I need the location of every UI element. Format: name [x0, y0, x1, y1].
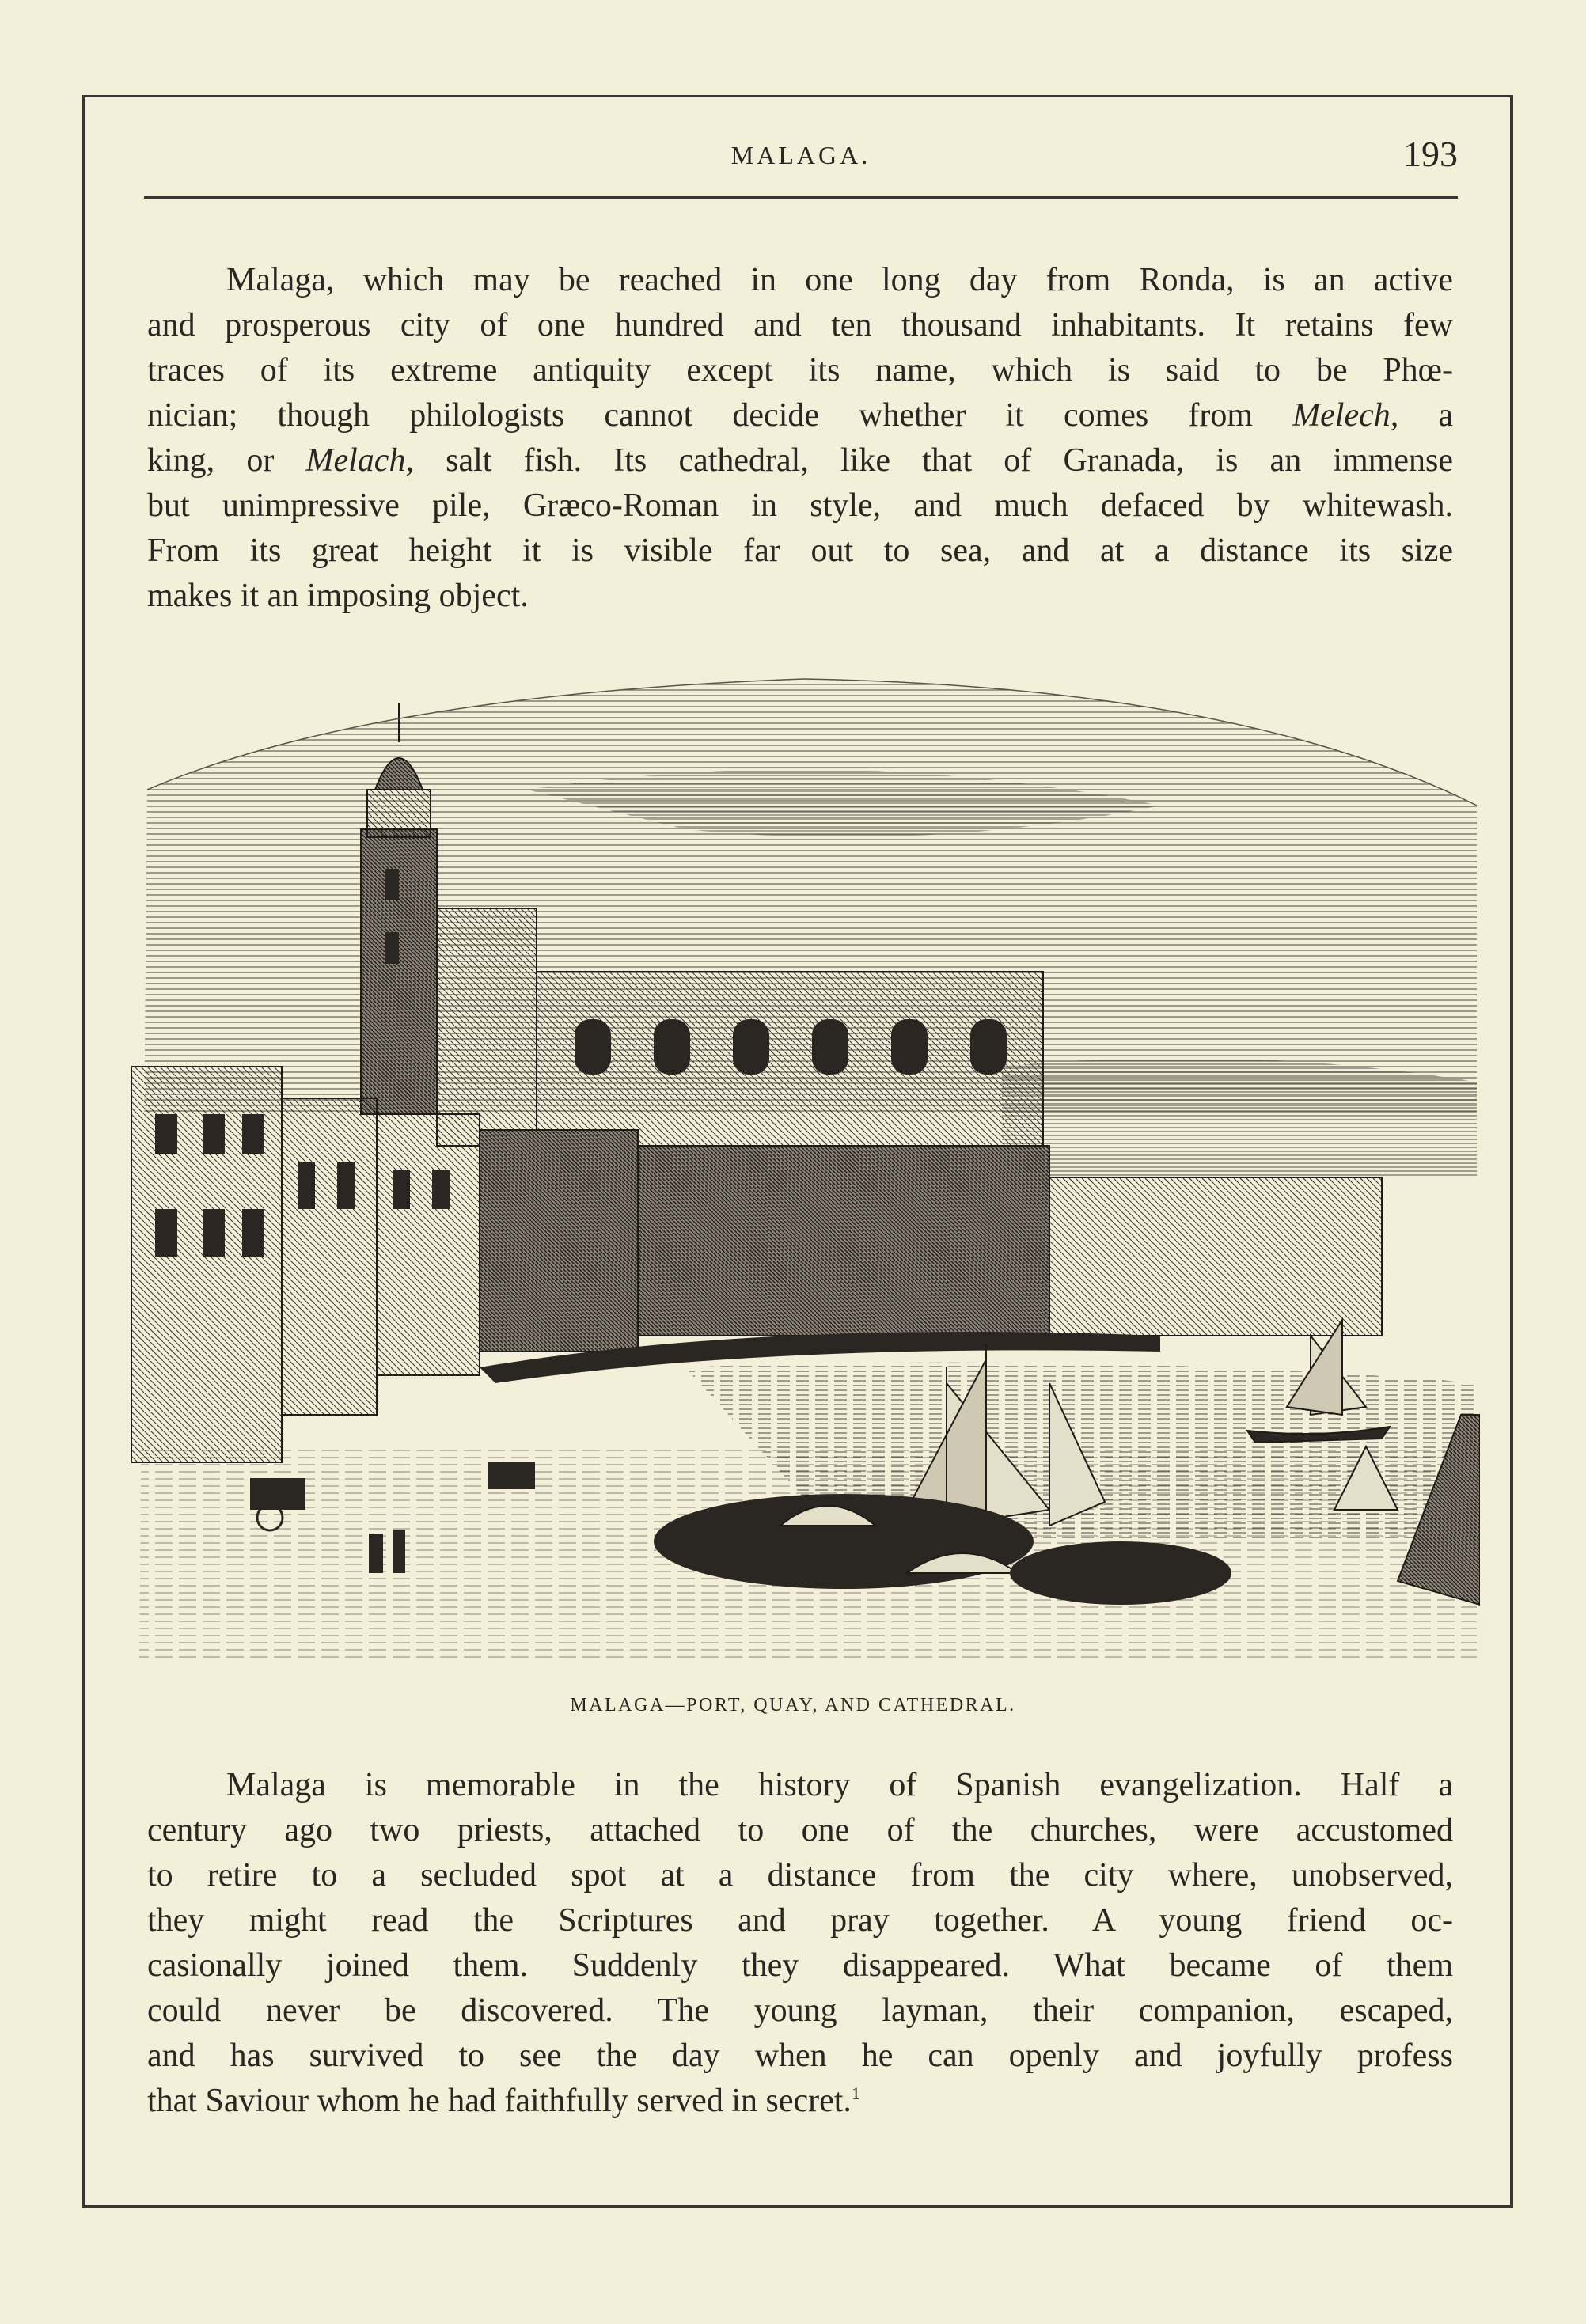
text-line: and prosperous city of one hundred and ten thousand inhabitants. It retains few	[147, 307, 1453, 343]
text-line: Malaga is memorable in the history of Spanish evangelization. Half a	[226, 1767, 1453, 1803]
paragraph-2	[147, 1763, 1453, 2124]
text-fragment: nician; though philologists cannot decide whether it comes from	[147, 397, 1293, 434]
text-line: casionally joined them. Suddenly they disappeared. What became of them	[147, 1947, 1453, 1984]
running-head	[144, 135, 1458, 185]
italic-word-melach: Melach,	[305, 442, 414, 479]
text-fragment: that Saviour whom he had faithfully served in secret.	[147, 2083, 852, 2119]
text-line: makes it an imposing object.	[147, 578, 529, 614]
italic-word-melech: Melech,	[1292, 397, 1399, 434]
text-fragment: a	[1398, 397, 1453, 434]
text-line: but unimpressive pile, Græco-Roman in style, and much defaced by whitewash.	[147, 487, 1453, 524]
footnote-marker[interactable]: 1	[851, 2083, 860, 2103]
text-line: could never be discovered. The young layman, their companion, escaped,	[147, 1992, 1453, 2029]
text-line: and has survived to see the day when he can openly and joyfully profess	[147, 2038, 1453, 2074]
header-rule	[144, 196, 1458, 199]
text-line: traces of its extreme antiquity except its name, which is said to be Phœ-	[147, 352, 1453, 389]
text-line: century ago two priests, attached to one of the churches, were accustomed	[147, 1812, 1453, 1848]
running-title: MALAGA.	[730, 141, 871, 169]
text-line: From its great height it is visible far out to sea, and at a distance its size	[147, 533, 1453, 569]
figure-caption: MALAGA—PORT, QUAY, AND CATHEDRAL.	[570, 1695, 1016, 1716]
engraving-malaga-port	[131, 671, 1480, 1674]
text-line-with-italic	[147, 438, 1453, 483]
page-number: 193	[1403, 134, 1458, 174]
text-line: they might read the Scriptures and pray together. A young friend oc-	[147, 1902, 1453, 1939]
paragraph-1	[147, 258, 1453, 619]
text-line: Malaga, which may be reached in one long day from Ronda, is an active	[226, 262, 1453, 298]
text-line-with-footnote	[147, 2079, 1453, 2124]
text-fragment: salt fish. Its cathedral, like that of Granada, is an immense	[413, 442, 1453, 479]
text-fragment: king, or	[147, 442, 306, 479]
text-line: to retire to a secluded spot at a distance from the city where, unobserved,	[147, 1857, 1453, 1894]
text-line-with-italic	[147, 393, 1453, 438]
